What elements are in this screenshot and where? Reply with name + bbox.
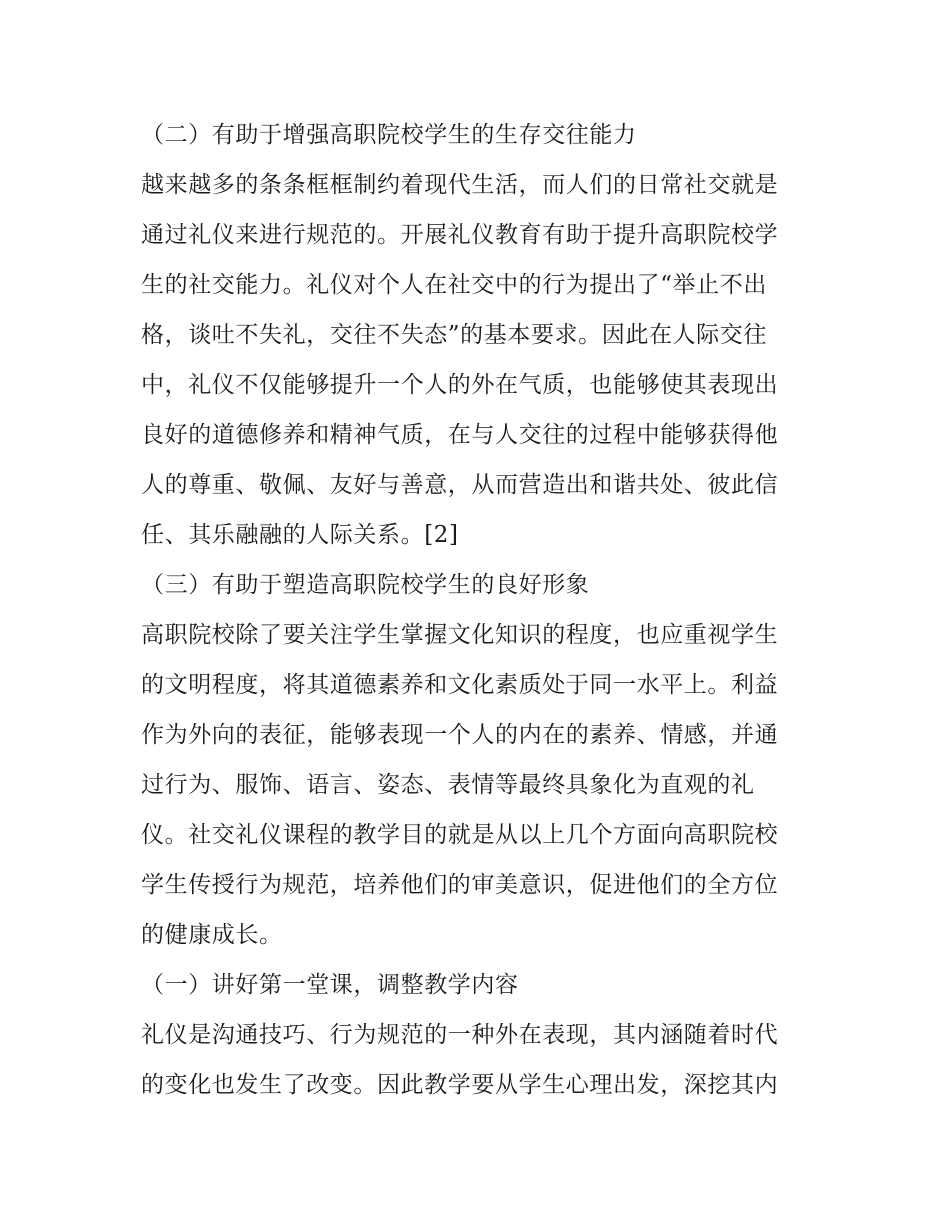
section-heading-1: （一）讲好第一堂课，调整教学内容: [141, 972, 519, 998]
section-3-paragraph: [141, 610, 813, 960]
paragraph-line: 学生传授行为规范，培养他们的审美意识，促进他们的全方位: [141, 872, 779, 898]
paragraph-line: 的文明程度，将其道德素养和文化素质处于同一水平上。利益: [141, 672, 779, 698]
paragraph-line: 仪。社交礼仪课程的教学目的就是从以上几个方面向高职院校: [141, 822, 779, 848]
document-body: [141, 110, 813, 1110]
section-heading-2: （二）有助于增强高职院校学生的生存交往能力: [141, 122, 637, 148]
paragraph-line: 的健康成长。: [141, 922, 283, 948]
section-heading-3: （三）有助于塑造高职院校学生的良好形象: [141, 572, 590, 598]
paragraph-line: 高职院校除了要关注学生掌握文化知识的程度，也应重视学生: [141, 622, 779, 648]
paragraph-line: 格，谈吐不失礼，交往不失态”的基本要求。因此在人际交往: [141, 322, 767, 348]
paragraph-line: 过行为、服饰、语言、姿态、表情等最终具象化为直观的礼: [141, 772, 755, 798]
paragraph-line: 生的社交能力。礼仪对个人在社交中的行为提出了“举止不出: [141, 272, 767, 298]
paragraph-line: 良好的道德修养和精神气质，在与人交往的过程中能够获得他: [141, 422, 779, 448]
section-1-paragraph: [141, 1010, 813, 1110]
paragraph-line: 通过礼仪来进行规范的。开展礼仪教育有助于提升高职院校学: [141, 222, 779, 248]
paragraph-line: 的变化也发生了改变。因此教学要从学生心理出发，深挖其内: [141, 1072, 779, 1098]
section-2-paragraph: [141, 160, 813, 560]
paragraph-line: 人的尊重、敬佩、友好与善意，从而营造出和谐共处、彼此信: [141, 472, 779, 498]
paragraph-line: 作为外向的表征，能够表现一个人的内在的素养、情感，并通: [141, 722, 779, 748]
paragraph-line: 越来越多的条条框框制约着现代生活，而人们的日常社交就是: [141, 172, 779, 198]
paragraph-line: 礼仪是沟通技巧、行为规范的一种外在表现，其内涵随着时代: [141, 1022, 779, 1048]
paragraph-line: 任、其乐融融的人际关系。[2]: [141, 522, 459, 548]
paragraph-line: 中，礼仪不仅能够提升一个人的外在气质，也能够使其表现出: [141, 372, 779, 398]
